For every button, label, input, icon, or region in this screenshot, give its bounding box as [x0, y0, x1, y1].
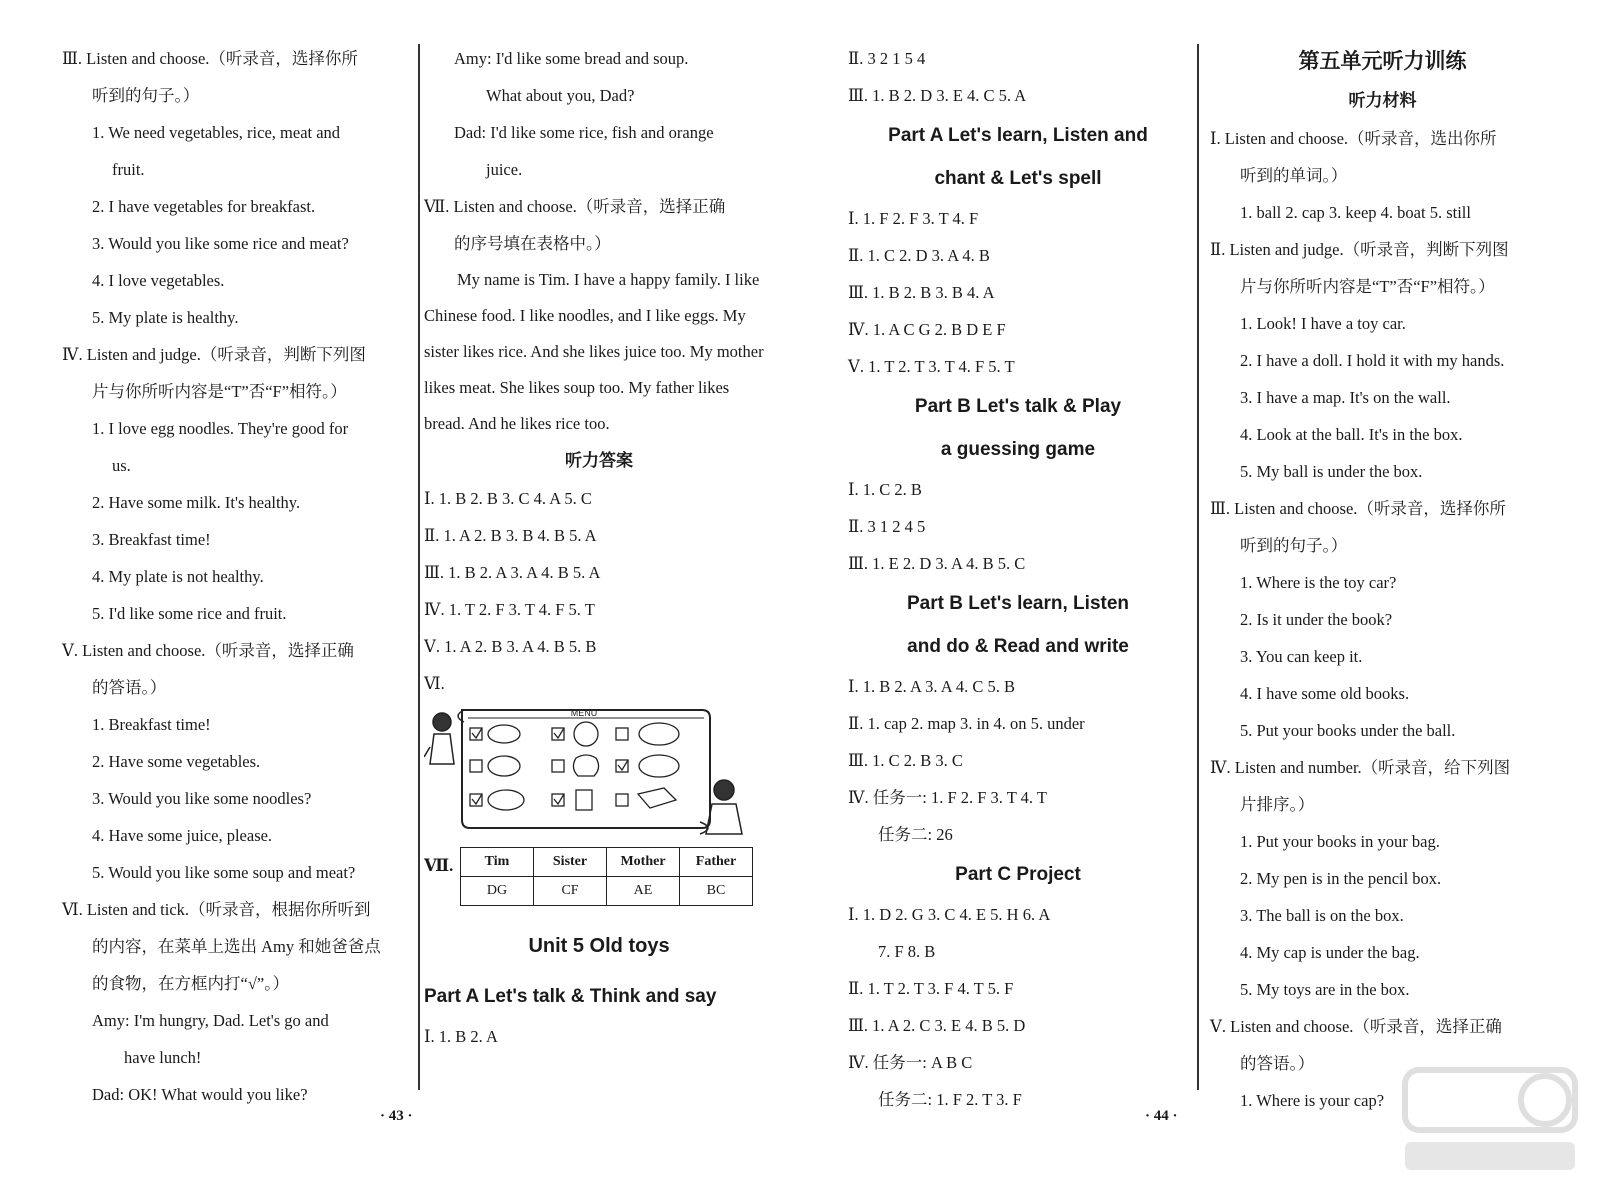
passage-text: My name is Tim. I have a happy family. I like Chinese food. I like noodles, and I like eggs. My sister likes rice. And she likes juice too. My mother likes meat. She likes soup too. My father likes bread. And he likes rice too. — [424, 270, 764, 433]
text-line: Ⅰ. 1. C 2. B — [848, 480, 922, 499]
page-number-left: · 43 · — [380, 1108, 413, 1124]
text-line: 4. I love vegetables. — [92, 271, 225, 290]
part-heading: Part A Let's learn, Listen and — [888, 125, 1148, 146]
menu-title: MENU — [570, 708, 598, 718]
text-line: Ⅶ. Listen and choose.（听录音，选择正确 — [424, 197, 726, 216]
text-line: Ⅲ. 1. B 2. D 3. E 4. C 5. A — [848, 86, 1027, 105]
text-line: 2. Is it under the book? — [1240, 610, 1393, 629]
text-line: 5. My ball is under the box. — [1240, 462, 1423, 481]
text-line: 2. Have some vegetables. — [92, 752, 261, 771]
column-3 — [848, 40, 1188, 1118]
text-line: Ⅱ. 1. C 2. D 3. A 4. B — [848, 246, 990, 265]
text-line: 任务二: 1. F 2. T 3. F — [878, 1090, 1022, 1109]
text-line: juice. — [486, 160, 523, 179]
text-line: 3. Breakfast time! — [92, 530, 211, 549]
text-line: Ⅴ. Listen and choose.（听录音，选择正确 — [1210, 1017, 1502, 1036]
unit-title: Unit 5 Old toys — [528, 935, 670, 957]
column-2 — [424, 40, 774, 1055]
text-line: Ⅱ. 3 1 2 4 5 — [848, 517, 926, 536]
text-line: 5. Would you like some soup and meat? — [92, 863, 356, 882]
text-line: 4. I have some old books. — [1240, 684, 1410, 703]
text-line: Ⅵ. Listen and tick.（听录音，根据你所听到 — [62, 900, 371, 919]
text-line: 1. Put your books in your bag. — [1240, 832, 1440, 851]
section-subtitle: 听力材料 — [1348, 91, 1417, 111]
text-line: 3. The ball is on the box. — [1240, 906, 1404, 925]
text-line: 5. I'd like some rice and fruit. — [92, 604, 287, 623]
text-line: Ⅲ. Listen and choose.（听录音，选择你所 — [1210, 499, 1506, 518]
text-line: Ⅰ. 1. B 2. B 3. C 4. A 5. C — [424, 489, 592, 508]
text-line: 1. I love egg noodles. They're good for — [92, 419, 349, 438]
text-line: 4. Look at the ball. It's in the box. — [1240, 425, 1463, 444]
text-line: Ⅴ. 1. A 2. B 3. A 4. B 5. B — [424, 637, 597, 656]
text-line: Amy: I'd like some bread and soup. — [454, 49, 689, 68]
text-line: 5. My toys are in the box. — [1240, 980, 1410, 999]
text-line: Ⅰ. 1. D 2. G 3. C 4. E 5. H 6. A — [848, 905, 1051, 924]
text-line: Ⅳ. 任务一: 1. F 2. F 3. T 4. T — [848, 788, 1047, 807]
text-line: Amy: I'm hungry, Dad. Let's go and — [92, 1011, 329, 1030]
text-line: Ⅳ. 1. T 2. F 3. T 4. F 5. T — [424, 600, 595, 619]
text-line: 听到的句子。） — [1240, 536, 1348, 555]
text-line: 片排序。） — [1240, 795, 1315, 814]
text-line: Ⅲ. 1. B 2. A 3. A 4. B 5. A — [424, 563, 601, 582]
part-title: Part A Let's talk & Think and say — [424, 986, 717, 1007]
text-line: Ⅱ. 3 2 1 5 4 — [848, 49, 926, 68]
text-line: Dad: OK! What would you like? — [92, 1085, 308, 1104]
girl-figure — [424, 713, 454, 764]
text-line: 的答语。） — [1240, 1054, 1315, 1073]
text-line: 1. ball 2. cap 3. keep 4. boat 5. still — [1240, 203, 1471, 222]
answer-table — [460, 847, 753, 906]
text-line: have lunch! — [124, 1048, 202, 1067]
text-line: 3. I have a map. It's on the wall. — [1240, 388, 1451, 407]
listening-material — [1210, 120, 1555, 1119]
text-line: 5. My plate is healthy. — [92, 308, 239, 327]
text-line: fruit. — [112, 160, 145, 179]
section-title: 第五单元听力训练 — [1298, 49, 1467, 73]
text-line: Ⅲ. 1. C 2. B 3. C — [848, 751, 963, 770]
text-line: Ⅰ. 1. F 2. F 3. T 4. F — [848, 209, 979, 228]
dialogue-block — [424, 40, 774, 262]
text-line: Ⅳ. Listen and judge.（听录音，判断下列图 — [62, 345, 366, 364]
text-line: Ⅲ. 1. B 2. B 3. B 4. A — [848, 283, 995, 302]
part-heading: Part B Let's learn, Listen — [906, 593, 1130, 614]
answer-block — [424, 480, 774, 702]
text-line: Ⅰ. Listen and choose.（听录音，选出你所 — [1210, 129, 1497, 148]
table-cell: BC — [680, 877, 753, 906]
text-line: Ⅱ. 1. A 2. B 3. B 4. B 5. A — [424, 526, 597, 545]
table-header-cell: Mother — [607, 848, 680, 877]
divider-left-page — [418, 44, 420, 1090]
text-line: 1. Breakfast time! — [92, 715, 211, 734]
text-line: 片与你所听内容是“T”否“F”相符。） — [1240, 277, 1495, 296]
text-line: 听到的单词。） — [1240, 166, 1348, 185]
text-line: Ⅵ. — [424, 674, 445, 693]
text-line: Ⅱ. 1. T 2. T 3. F 4. T 5. F — [848, 979, 1014, 998]
table-cell: DG — [461, 877, 534, 906]
text-line: 1. Look! I have a toy car. — [1240, 314, 1406, 333]
text-line: 1. Where is your cap? — [1240, 1091, 1385, 1110]
column-1 — [62, 40, 412, 1113]
text-line: 5. Put your books under the ball. — [1240, 721, 1456, 740]
answer-line: Ⅰ. 1. B 2. A — [424, 1027, 498, 1046]
table-header-cell: Sister — [534, 848, 607, 877]
menu-picture — [424, 702, 774, 847]
answer-table-row: Ⅶ. Tim Sister Mother Father DG CF AE BC — [424, 847, 774, 917]
text-line: 的内容，在菜单上选出 Amy 和她爸爸点 — [92, 937, 381, 956]
table-header-cell: Father — [680, 848, 753, 877]
text-line: Ⅲ. 1. E 2. D 3. A 4. B 5. C — [848, 554, 1026, 573]
text-line: 任务二: 26 — [878, 825, 953, 844]
text-line: Ⅲ. 1. A 2. C 3. E 4. B 5. D — [848, 1016, 1026, 1035]
text-line: Ⅲ. Listen and choose.（听录音，选择你所 — [62, 49, 358, 68]
part-heading: chant & Let's spell — [934, 168, 1102, 189]
text-line: 2. Have some milk. It's healthy. — [92, 493, 301, 512]
table-cell: CF — [534, 877, 607, 906]
text-line: 的序号填在表格中。） — [454, 234, 611, 253]
text-line: 1. Where is the toy car? — [1240, 573, 1397, 592]
text-line: 4. My plate is not healthy. — [92, 567, 264, 586]
text-line: Ⅳ. Listen and number.（听录音，给下列图 — [1210, 758, 1511, 777]
part-heading: and do & Read and write — [907, 636, 1129, 657]
text-line: Ⅰ. 1. B 2. A 3. A 4. C 5. B — [848, 677, 1015, 696]
text-line: Ⅴ. Listen and choose.（听录音，选择正确 — [62, 641, 354, 660]
answers-heading: 听力答案 — [565, 451, 633, 471]
table-header-cell: Tim — [461, 848, 534, 877]
text-line: Ⅳ. 任务一: A B C — [848, 1053, 973, 1072]
text-line: Ⅳ. 1. A C G 2. B D E F — [848, 320, 1006, 339]
boy-figure — [706, 780, 742, 834]
text-line: 听到的句子。） — [92, 86, 200, 105]
text-line: 2. My pen is in the pencil box. — [1240, 869, 1442, 888]
part-heading: Part B Let's talk & Play — [914, 396, 1122, 417]
watermark-logo — [1395, 1060, 1585, 1180]
menu-illustration — [424, 702, 774, 847]
text-line: Ⅴ. 1. T 2. T 3. T 4. F 5. T — [848, 357, 1015, 376]
text-line: 4. My cap is under the bag. — [1240, 943, 1420, 962]
text-line: 7. F 8. B — [878, 942, 936, 961]
text-line: What about you, Dad? — [486, 86, 635, 105]
table-cell: AE — [607, 877, 680, 906]
text-line: us. — [112, 456, 131, 475]
text-line: 3. Would you like some rice and meat? — [92, 234, 349, 253]
page-number-right: · 44 · — [1145, 1108, 1178, 1124]
part-heading: a guessing game — [940, 439, 1096, 460]
text-line: 片与你所听内容是“T”否“F”相符。） — [92, 382, 347, 401]
text-line: 2. I have vegetables for breakfast. — [92, 197, 316, 216]
text-line: 3. Would you like some noodles? — [92, 789, 312, 808]
text-line: Dad: I'd like some rice, fish and orange — [454, 123, 714, 142]
text-line: Ⅱ. 1. cap 2. map 3. in 4. on 5. under — [848, 714, 1085, 733]
text-line: 3. You can keep it. — [1240, 647, 1363, 666]
text-line: 2. I have a doll. I hold it with my hands. — [1240, 351, 1505, 370]
column-4 — [1210, 40, 1555, 1119]
text-line: 的答语。） — [92, 678, 167, 697]
part-heading: Part C Project — [955, 864, 1081, 885]
divider-right-page — [1197, 44, 1199, 1090]
text-line: 1. We need vegetables, rice, meat and — [92, 123, 341, 142]
text-line: Ⅱ. Listen and judge.（听录音，判断下列图 — [1210, 240, 1509, 259]
text-line: 4. Have some juice, please. — [92, 826, 273, 845]
text-line: 的食物，在方框内打“√”。） — [92, 974, 289, 993]
menu-items — [470, 722, 679, 810]
